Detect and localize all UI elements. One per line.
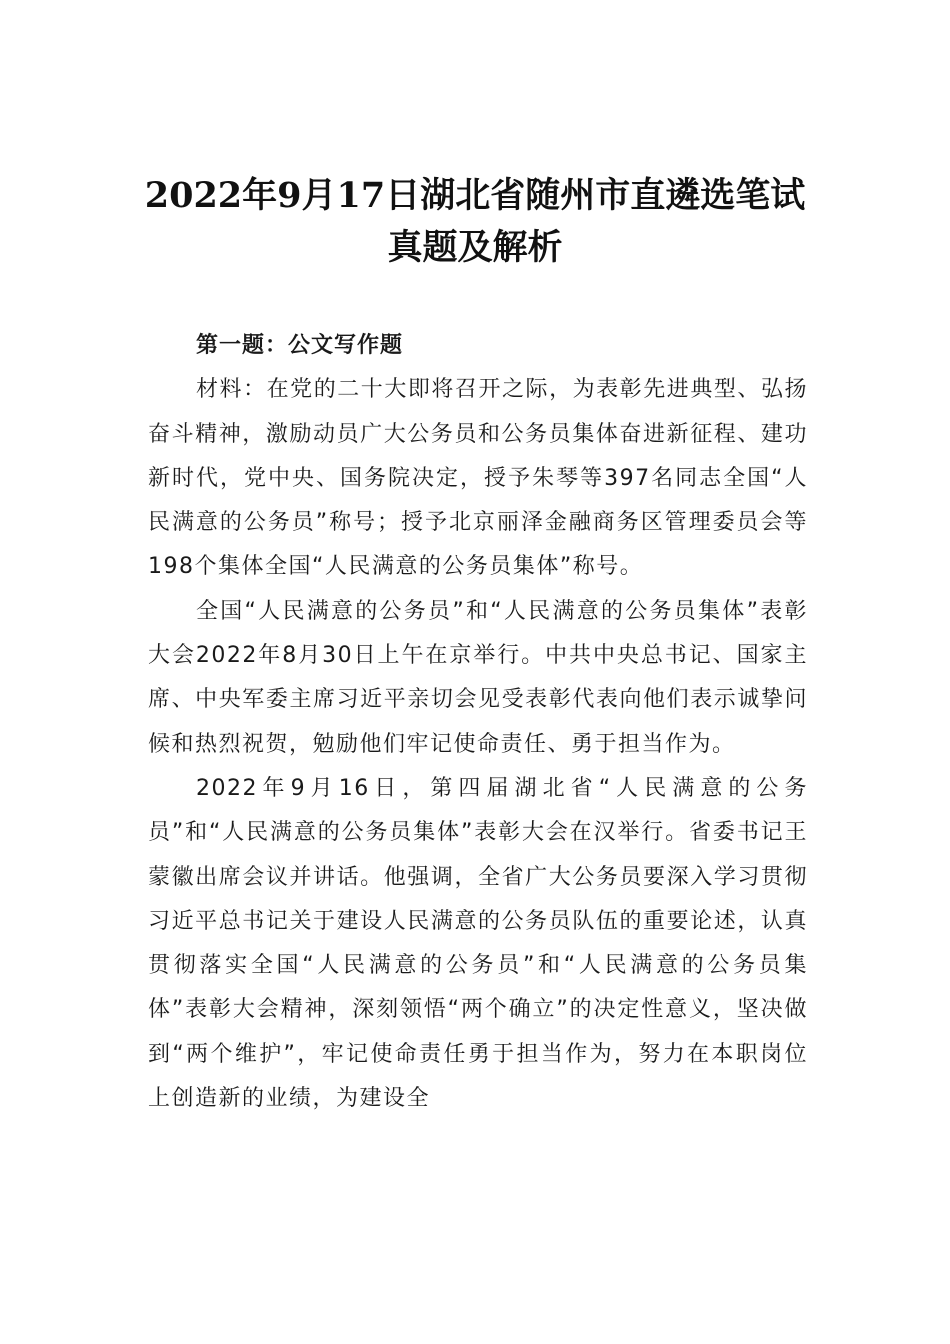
- document-body: [148, 324, 808, 1121]
- section-heading: 第一题：公文写作题: [196, 333, 404, 358]
- paragraph-national-ceremony: 全国“人民满意的公务员”和“人民满意的公务员集体”表彰大会2022年8月30日上午在京举行。中共中央总书记、国家主席、中央军委主席习近平亲切会见受表彰代表向他们表示诚挚问候和热烈祝贺，勉励他们牢记使命责任、勇于担当作为。: [148, 598, 808, 757]
- paragraph-hubei-ceremony: 2022年9月16日，第四届湖北省“人民满意的公务员”和“人民满意的公务员集体”表彰大会在汉举行。省委书记王蒙徽出席会议并讲话。他强调，全省广大公务员要深入学习贯彻习近平总书记关于建设人民满意的公务员队伍的重要论述，认真贯彻落实全国“人民满意的公务员”和“人民满意的公务员集体”表彰大会精神，深刻领悟“两个确立”的决定性意义，坚决做到“两个维护”，牢记使命责任勇于担当作为，努力在本职岗位上创造新的业绩，为建设全: [148, 775, 808, 1112]
- document-title: [100, 170, 850, 274]
- title-line-2: 真题及解析: [387, 227, 563, 268]
- paragraph-material: 材料：在党的二十大即将召开之际，为表彰先进典型、弘扬奋斗精神，激励动员广大公务员和公务员集体奋进新征程、建功新时代，党中央、国务院决定，授予朱琴等397名同志全国“人民满意的公务员”称号；授予北京丽泽金融商务区管理委员会等198个集体全国“人民满意的公务员集体”称号。: [148, 377, 808, 580]
- title-line-1: 2022年9月17日湖北省随州市直遴选笔试: [144, 175, 806, 216]
